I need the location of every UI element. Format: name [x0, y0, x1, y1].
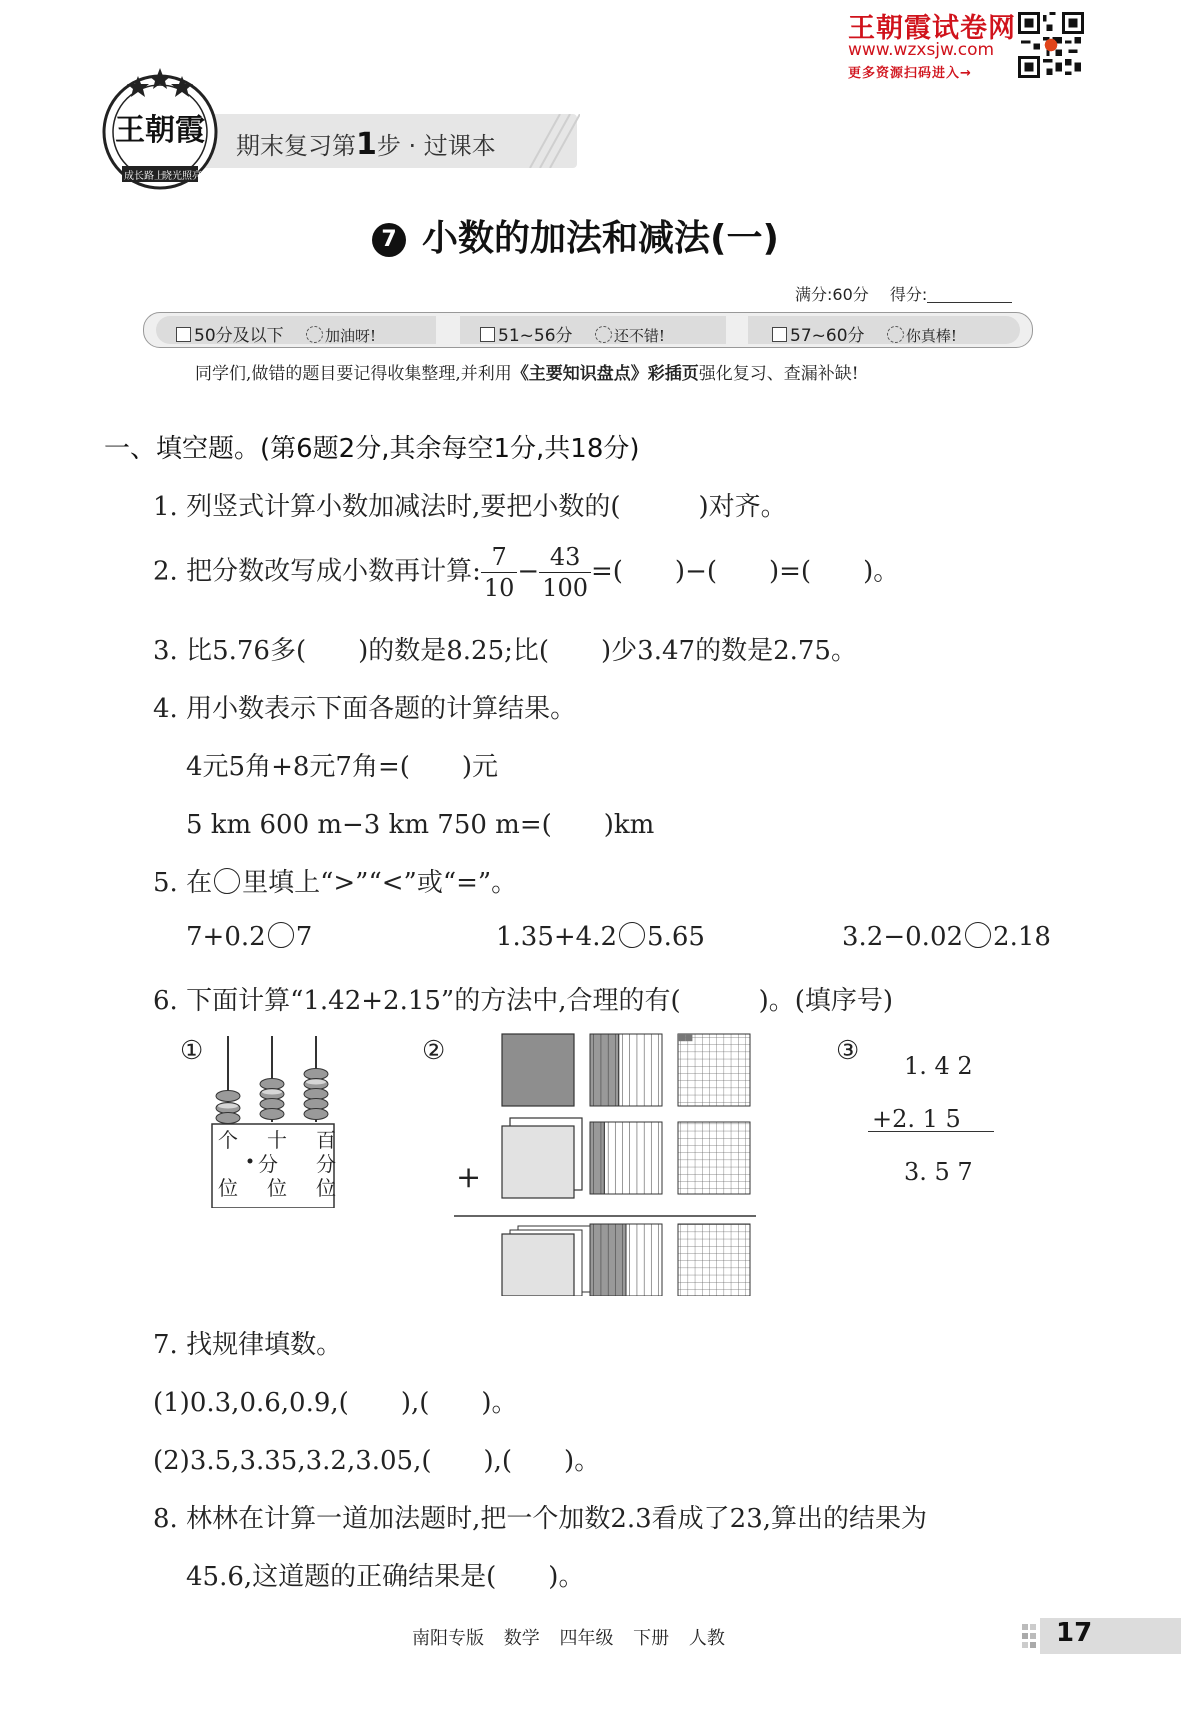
question-5a: 7+0.2 7	[186, 922, 313, 952]
question-8-line2: 45.6,这道题的正确结果是( )。	[186, 1562, 585, 1592]
figure-label-2: ②	[422, 1036, 446, 1066]
fraction-2: $\frac{43}{100}$	[539, 542, 591, 603]
page-decoration	[1022, 1622, 1038, 1650]
site-note: 更多资源扫码进入→	[848, 66, 972, 81]
decimal-grid-figure	[450, 1030, 756, 1296]
figure-label-1: ①	[180, 1036, 204, 1066]
grade-checkbox[interactable]	[176, 327, 191, 342]
site-url[interactable]: www.wzxsjw.com	[848, 40, 995, 60]
footer-text: 南阳专版 数学 四年级 下册 人教	[412, 1628, 725, 1649]
compare-circle-a[interactable]	[268, 922, 294, 948]
compare-circle	[214, 868, 240, 894]
question-7: 7. 找规律填数。	[153, 1330, 343, 1360]
reminder-text: 同学们,做错的题目要记得收集整理,并利用《主要知识盘点》彩插页强化复习、查漏补缺!	[195, 364, 859, 384]
question-3: 3. 比5.76多( )的数是8.25;比( )少3.47的数是2.75。	[153, 636, 857, 666]
question-5: 5. 在 里填上“>”“<”或“=”。	[153, 868, 518, 898]
fraction-1: $\frac{7}{10}$	[481, 542, 518, 603]
score-blank[interactable]	[927, 286, 1012, 303]
page-number: 17	[1056, 1618, 1093, 1648]
grade-checkbox[interactable]	[480, 327, 495, 342]
question-7-2: (2)3.5,3.35,3.2,3.05,( ),( )。	[153, 1446, 601, 1476]
question-6: 6. 下面计算“1.42+2.15”的方法中,合理的有( )。(填序号)	[153, 986, 894, 1016]
compare-circle-c[interactable]	[965, 922, 991, 948]
vertical-row-3: 3. 5 7	[904, 1158, 973, 1186]
smile-icon	[306, 326, 323, 343]
vertical-calc-line	[868, 1131, 994, 1132]
svg-text:成长路上: 成长路上	[124, 171, 164, 182]
brand-badge-logo	[100, 66, 220, 196]
question-5b: 1.35+4.2 5.65	[496, 922, 705, 952]
grade-item-3: 57~60分 你真棒!	[772, 321, 957, 346]
vertical-calculation	[872, 1040, 973, 1199]
svg-text:王朝霞: 王朝霞	[115, 113, 205, 148]
grade-item-2: 51~56分 还不错!	[480, 321, 665, 346]
compare-circle-b[interactable]	[619, 922, 645, 948]
smile-icon	[595, 326, 612, 343]
grade-bar	[143, 312, 1033, 348]
figure-label-3: ③	[836, 1036, 860, 1066]
question-1: 1. 列竖式计算小数加减法时,要把小数的( )对齐。	[153, 492, 787, 522]
lesson-title: 7 小数的加法和减法(一)	[372, 210, 779, 261]
banner-stripes	[520, 114, 580, 168]
lesson-number-badge: 7	[372, 223, 406, 257]
vertical-row-2: +2. 1 5	[872, 1105, 961, 1133]
qr-code-icon[interactable]	[1018, 12, 1084, 78]
site-brand: 王朝霞试卷网	[848, 13, 1016, 44]
plus-sign: +	[456, 1160, 482, 1195]
smile-icon	[887, 326, 904, 343]
grade-item-1: 50分及以下 加油呀!	[176, 321, 376, 346]
abacus-labels: 个 十 百 分 分 位 位 位	[218, 1128, 336, 1200]
section-title: 一、填空题。(第6题2分,其余每空1分,共18分)	[104, 434, 640, 464]
question-2: 2. 把分数改写成小数再计算: $\frac{7}{10}$ − $\frac{43}{100}$ =( )−( )=( )。	[153, 543, 900, 602]
question-4: 4. 用小数表示下面各题的计算结果。	[153, 694, 577, 724]
score-line: 满分:60分 得分:	[795, 282, 1012, 305]
grade-checkbox[interactable]	[772, 327, 787, 342]
question-4b: 5 km 600 m−3 km 750 m=( )km	[186, 810, 655, 840]
question-7-1: (1)0.3,0.6,0.9,( ),( )。	[153, 1388, 518, 1418]
svg-text:晓光照亮: 晓光照亮	[162, 171, 202, 182]
question-8-line1: 8. 林林在计算一道加法题时,把一个加数2.3看成了23,算出的结果为	[153, 1504, 928, 1534]
banner-title: 期末复习第1步 · 过课本	[236, 127, 496, 162]
question-5c: 3.2−0.02 2.18	[842, 922, 1051, 952]
vertical-row-1: 1. 4 2	[904, 1052, 973, 1080]
question-4a: 4元5角+8元7角=( )元	[186, 752, 499, 782]
